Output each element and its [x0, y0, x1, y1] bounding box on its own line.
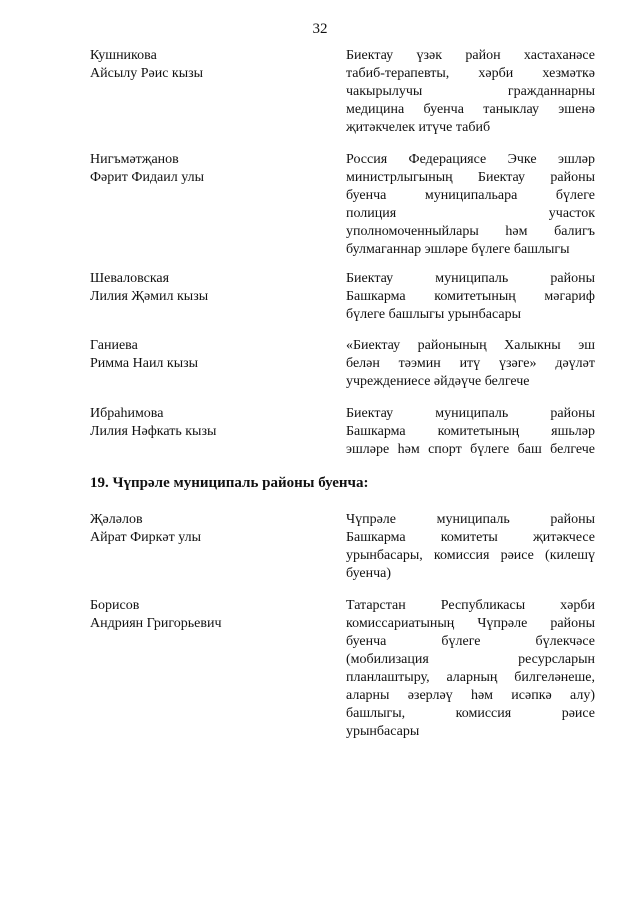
position-line: Чүпрәле муниципаль районы [346, 512, 595, 527]
member-given-name: Фәрит Фидаил улы [90, 170, 205, 185]
position-line: медицина буенча таныклау эшенә [346, 102, 595, 117]
member-given-name: Лилия Нәфкать кызы [90, 424, 217, 439]
position-line: Башкарма комитеты җитәкчесе [346, 530, 595, 545]
member-name [90, 597, 330, 633]
position-line: уполномоченныйлары һәм балигъ [346, 224, 595, 239]
position-line: комиссариатының Чүпрәле районы [346, 616, 595, 631]
position-line: Биектау муниципаль районы [346, 406, 595, 421]
position-line: бүлеге башлыгы урынбасары [346, 307, 521, 322]
position-line: учреждениесе әйдәүче белгече [346, 374, 530, 389]
member-position [346, 405, 595, 459]
position-line: урынбасары [346, 724, 420, 739]
member-given-name: Айрат Фиркәт улы [90, 530, 202, 545]
position-line: башлыгы, комиссия рәисе [346, 706, 595, 721]
position-line: буенча) [346, 566, 392, 581]
member-surname: Җәләлов [90, 512, 143, 527]
position-line: буенча муниципальара бүлеге [346, 188, 595, 203]
position-line: чакырылучы гражданнарны [346, 84, 595, 99]
member-name [90, 47, 330, 83]
member-surname: Ибраһимова [90, 406, 164, 421]
position-line: Биектау үзәк район хастаханәсе [346, 48, 595, 63]
position-line: буенча бүлеге бүлекчәсе [346, 634, 595, 649]
position-line: аларны әзерләү һәм исәпкә алу) [346, 688, 595, 703]
member-name [90, 270, 330, 306]
position-line: Башкарма комитетының мәгариф [346, 289, 595, 304]
member-surname: Кушникова [90, 48, 157, 63]
position-line: Биектау муниципаль районы [346, 271, 595, 286]
position-line: табиб-терапевты, хәрби хезмәткә [346, 66, 595, 81]
member-position [346, 151, 595, 259]
member-given-name: Андриян Григорьевич [90, 616, 222, 631]
position-line: эшләре һәм спорт бүлеге баш белгече [346, 442, 595, 457]
position-line: Татарстан Республикасы хәрби [346, 598, 595, 613]
position-line: министрлыгының Биектау районы [346, 170, 595, 185]
position-line: «Биектау районының Халыкны эш [346, 338, 595, 353]
section-heading: 19. Чүпрәле муниципаль районы буенча: [90, 475, 369, 491]
position-line: планлаштыру, аларның билгеләнеше, [346, 670, 595, 685]
member-surname: Борисов [90, 598, 140, 613]
member-position [346, 337, 595, 391]
member-name [90, 151, 330, 187]
position-line: белән тәэмин итү үзәге» дәүләт [346, 356, 595, 371]
member-name [90, 337, 330, 373]
member-surname: Нигъмәтҗанов [90, 152, 179, 167]
member-position [346, 511, 595, 583]
member-surname: Ганиева [90, 338, 138, 353]
position-line: булмаганнар эшләре бүлеге башлыгы [346, 242, 570, 257]
page-number: 32 [312, 21, 328, 37]
position-line: урынбасары, комиссия рәисе (килешү [346, 548, 595, 563]
position-line: полиция участок [346, 206, 595, 221]
member-surname: Шеваловская [90, 271, 170, 286]
position-line: җитәкчелек итүче табиб [346, 120, 491, 135]
position-line: Башкарма комитетының яшьләр [346, 424, 595, 439]
member-given-name: Римма Наил кызы [90, 356, 199, 371]
position-line: (мобилизация ресурсларын [346, 652, 595, 667]
member-position [346, 47, 595, 137]
member-given-name: Лилия Җәмил кызы [90, 289, 209, 304]
member-position [346, 270, 595, 324]
position-line: Россия Федерациясе Эчке эшләр [346, 152, 595, 167]
member-name [90, 405, 330, 441]
member-position [346, 597, 595, 741]
member-name [90, 511, 330, 547]
member-given-name: Айсылу Рәис кызы [90, 66, 204, 81]
